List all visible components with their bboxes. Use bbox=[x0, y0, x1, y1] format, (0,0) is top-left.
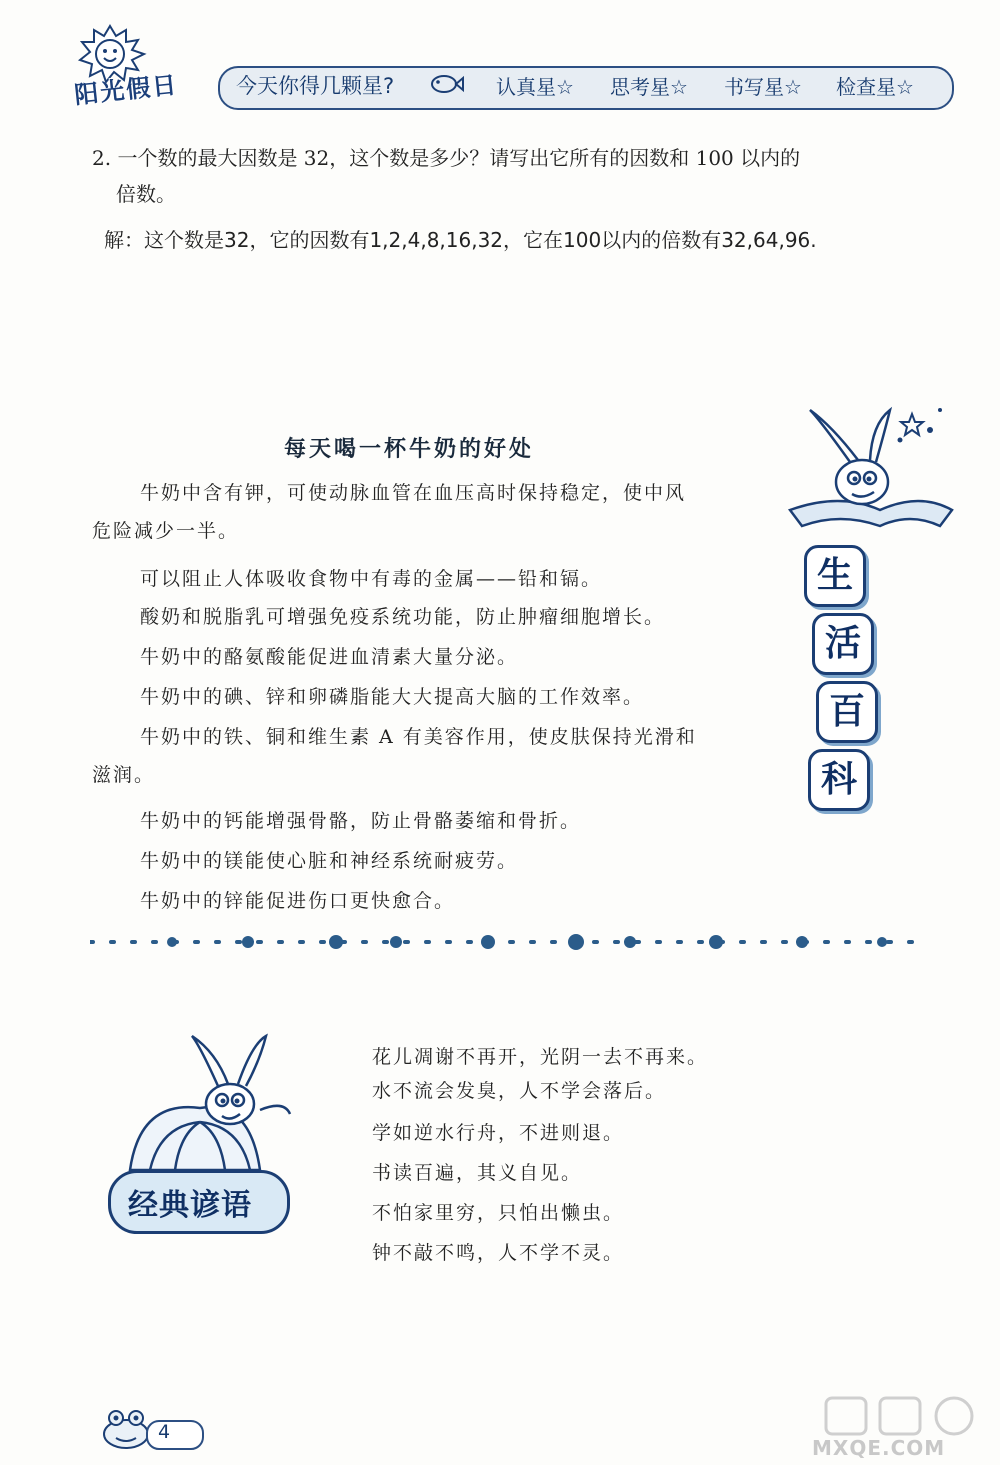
side-label-char: 生 bbox=[804, 545, 866, 607]
proverb-line: 水不流会发臭，人不学会落后。 bbox=[372, 1080, 667, 1102]
article-line: 牛奶中的锌能促进伤口更快愈合。 bbox=[140, 890, 456, 912]
article-line: 酸奶和脱脂乳可增强免疫系统功能，防止肿瘤细胞增长。 bbox=[140, 606, 666, 628]
proverb-line: 不怕家里穷，只怕出懒虫。 bbox=[372, 1202, 625, 1224]
star-label-writing: 书写星☆ bbox=[724, 75, 802, 99]
proverb-line: 花儿凋谢不再开，光阴一去不再来。 bbox=[372, 1046, 709, 1068]
banner-question: 今天你得几颗星? bbox=[236, 74, 395, 98]
article-line: 滋润。 bbox=[92, 764, 156, 786]
page-number: 4 bbox=[158, 1421, 171, 1443]
proverbs-label: 经典谚语 bbox=[128, 1188, 252, 1223]
article-line: 牛奶中的碘、锌和卵磷脂能大大提高大脑的工作效率。 bbox=[140, 686, 645, 708]
article-line: 危险减少一半。 bbox=[92, 520, 240, 542]
article-line: 牛奶中的铁、铜和维生素 A 有美容作用，使皮肤保持光滑和 bbox=[140, 726, 697, 748]
article-line: 牛奶中含有钾，可使动脉血管在血压高时保持稳定，使中风 bbox=[140, 482, 687, 504]
article-line: 牛奶中的镁能使心脏和神经系统耐疲劳。 bbox=[140, 850, 519, 872]
article-line: 牛奶中的钙能增强骨骼，防止骨骼萎缩和骨折。 bbox=[140, 810, 582, 832]
watermark-text: MXQE.COM bbox=[812, 1436, 946, 1460]
article-line: 可以阻止人体吸收食物中有毒的金属——铅和镉。 bbox=[140, 568, 603, 590]
dotted-divider bbox=[90, 932, 930, 952]
star-label-thinking: 思考星☆ bbox=[610, 75, 688, 99]
logo-title: 阳光假日 bbox=[73, 70, 180, 110]
side-label-char: 百 bbox=[816, 681, 878, 743]
answer-text: 解：这个数是32，它的因数有1,2,4,8,16,32，它在100以内的倍数有32,64,96. bbox=[104, 228, 817, 252]
rabbit-on-book-icon bbox=[780, 400, 960, 540]
side-label-char: 活 bbox=[812, 613, 874, 675]
page-number-pill bbox=[146, 1420, 204, 1450]
proverb-line: 学如逆水行舟，不进则退。 bbox=[372, 1122, 625, 1144]
star-label-checking: 检查星☆ bbox=[836, 75, 914, 99]
side-label-char: 科 bbox=[808, 749, 870, 811]
watermark-logo-icon bbox=[822, 1394, 982, 1438]
star-label-diligence: 认真星☆ bbox=[496, 75, 574, 99]
fish-icon bbox=[424, 66, 464, 100]
proverb-line: 书读百遍，其义自见。 bbox=[372, 1162, 583, 1184]
article-line: 牛奶中的酪氨酸能促进血清素大量分泌。 bbox=[140, 646, 519, 668]
problem-line-1: 2. 一个数的最大因数是 32，这个数是多少？请写出它所有的因数和 100 以内的 bbox=[92, 146, 801, 170]
problem-line-2: 倍数。 bbox=[116, 182, 176, 206]
article-title: 每天喝一杯牛奶的好处 bbox=[284, 437, 535, 462]
proverb-line: 钟不敲不鸣，人不学不灵。 bbox=[372, 1242, 625, 1264]
side-label-life-encyclopedia bbox=[798, 545, 882, 817]
